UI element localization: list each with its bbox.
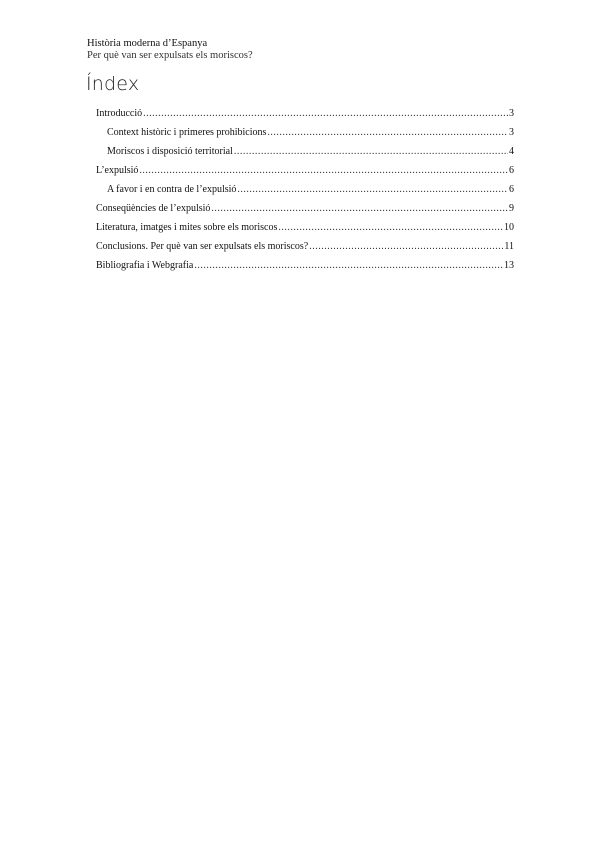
toc-entry-text: Conseqüències de l’expulsió — [96, 203, 211, 214]
index-title: Índex — [86, 73, 140, 95]
toc-entry-text: Moriscos i disposició territorial — [107, 146, 233, 157]
toc-entry-text: Introducció — [96, 108, 143, 119]
toc-leader-dots — [234, 142, 508, 161]
toc-entry[interactable] — [96, 256, 514, 275]
toc-entry[interactable] — [96, 180, 514, 199]
toc-leader-dots — [237, 180, 508, 199]
toc-entry-page: 4 — [509, 146, 514, 157]
toc-entry[interactable] — [96, 104, 514, 123]
header-course-title: Història moderna d’Espanya — [87, 38, 208, 49]
toc-entry[interactable] — [96, 142, 514, 161]
toc-entry-text: Literatura, imatges i mites sobre els moriscos — [96, 222, 278, 233]
table-of-contents — [96, 104, 514, 275]
toc-entry[interactable] — [96, 218, 514, 237]
toc-entry-text: Conclusions. Per què van ser expulsats els moriscos? — [96, 241, 309, 252]
toc-entry-text: A favor i en contra de l’expulsió — [107, 184, 237, 195]
toc-entry[interactable] — [96, 199, 514, 218]
toc-entry-page: 6 — [509, 184, 514, 195]
toc-entry-page: 3 — [509, 108, 514, 119]
toc-entry-page: 13 — [504, 260, 514, 271]
toc-entry-page: 11 — [504, 241, 514, 252]
toc-leader-dots — [143, 104, 508, 123]
toc-entry[interactable] — [96, 123, 514, 142]
toc-entry[interactable] — [96, 237, 514, 256]
page-header — [87, 38, 253, 62]
toc-entry-page: 10 — [504, 222, 514, 233]
toc-leader-dots — [194, 256, 503, 275]
toc-leader-dots — [267, 123, 508, 142]
toc-entry-text: L’expulsió — [96, 165, 139, 176]
header-subtitle: Per què van ser expulsats els moriscos? — [87, 50, 253, 61]
toc-leader-dots — [309, 237, 503, 256]
toc-leader-dots — [139, 161, 508, 180]
toc-entry-page: 3 — [509, 127, 514, 138]
toc-entry-page: 6 — [509, 165, 514, 176]
toc-entry-page: 9 — [509, 203, 514, 214]
toc-entry[interactable] — [96, 161, 514, 180]
toc-entry-text: Context històric i primeres prohibicions — [107, 127, 267, 138]
toc-leader-dots — [211, 199, 508, 218]
toc-leader-dots — [278, 218, 503, 237]
toc-entry-text: Bibliografia i Webgrafia — [96, 260, 194, 271]
